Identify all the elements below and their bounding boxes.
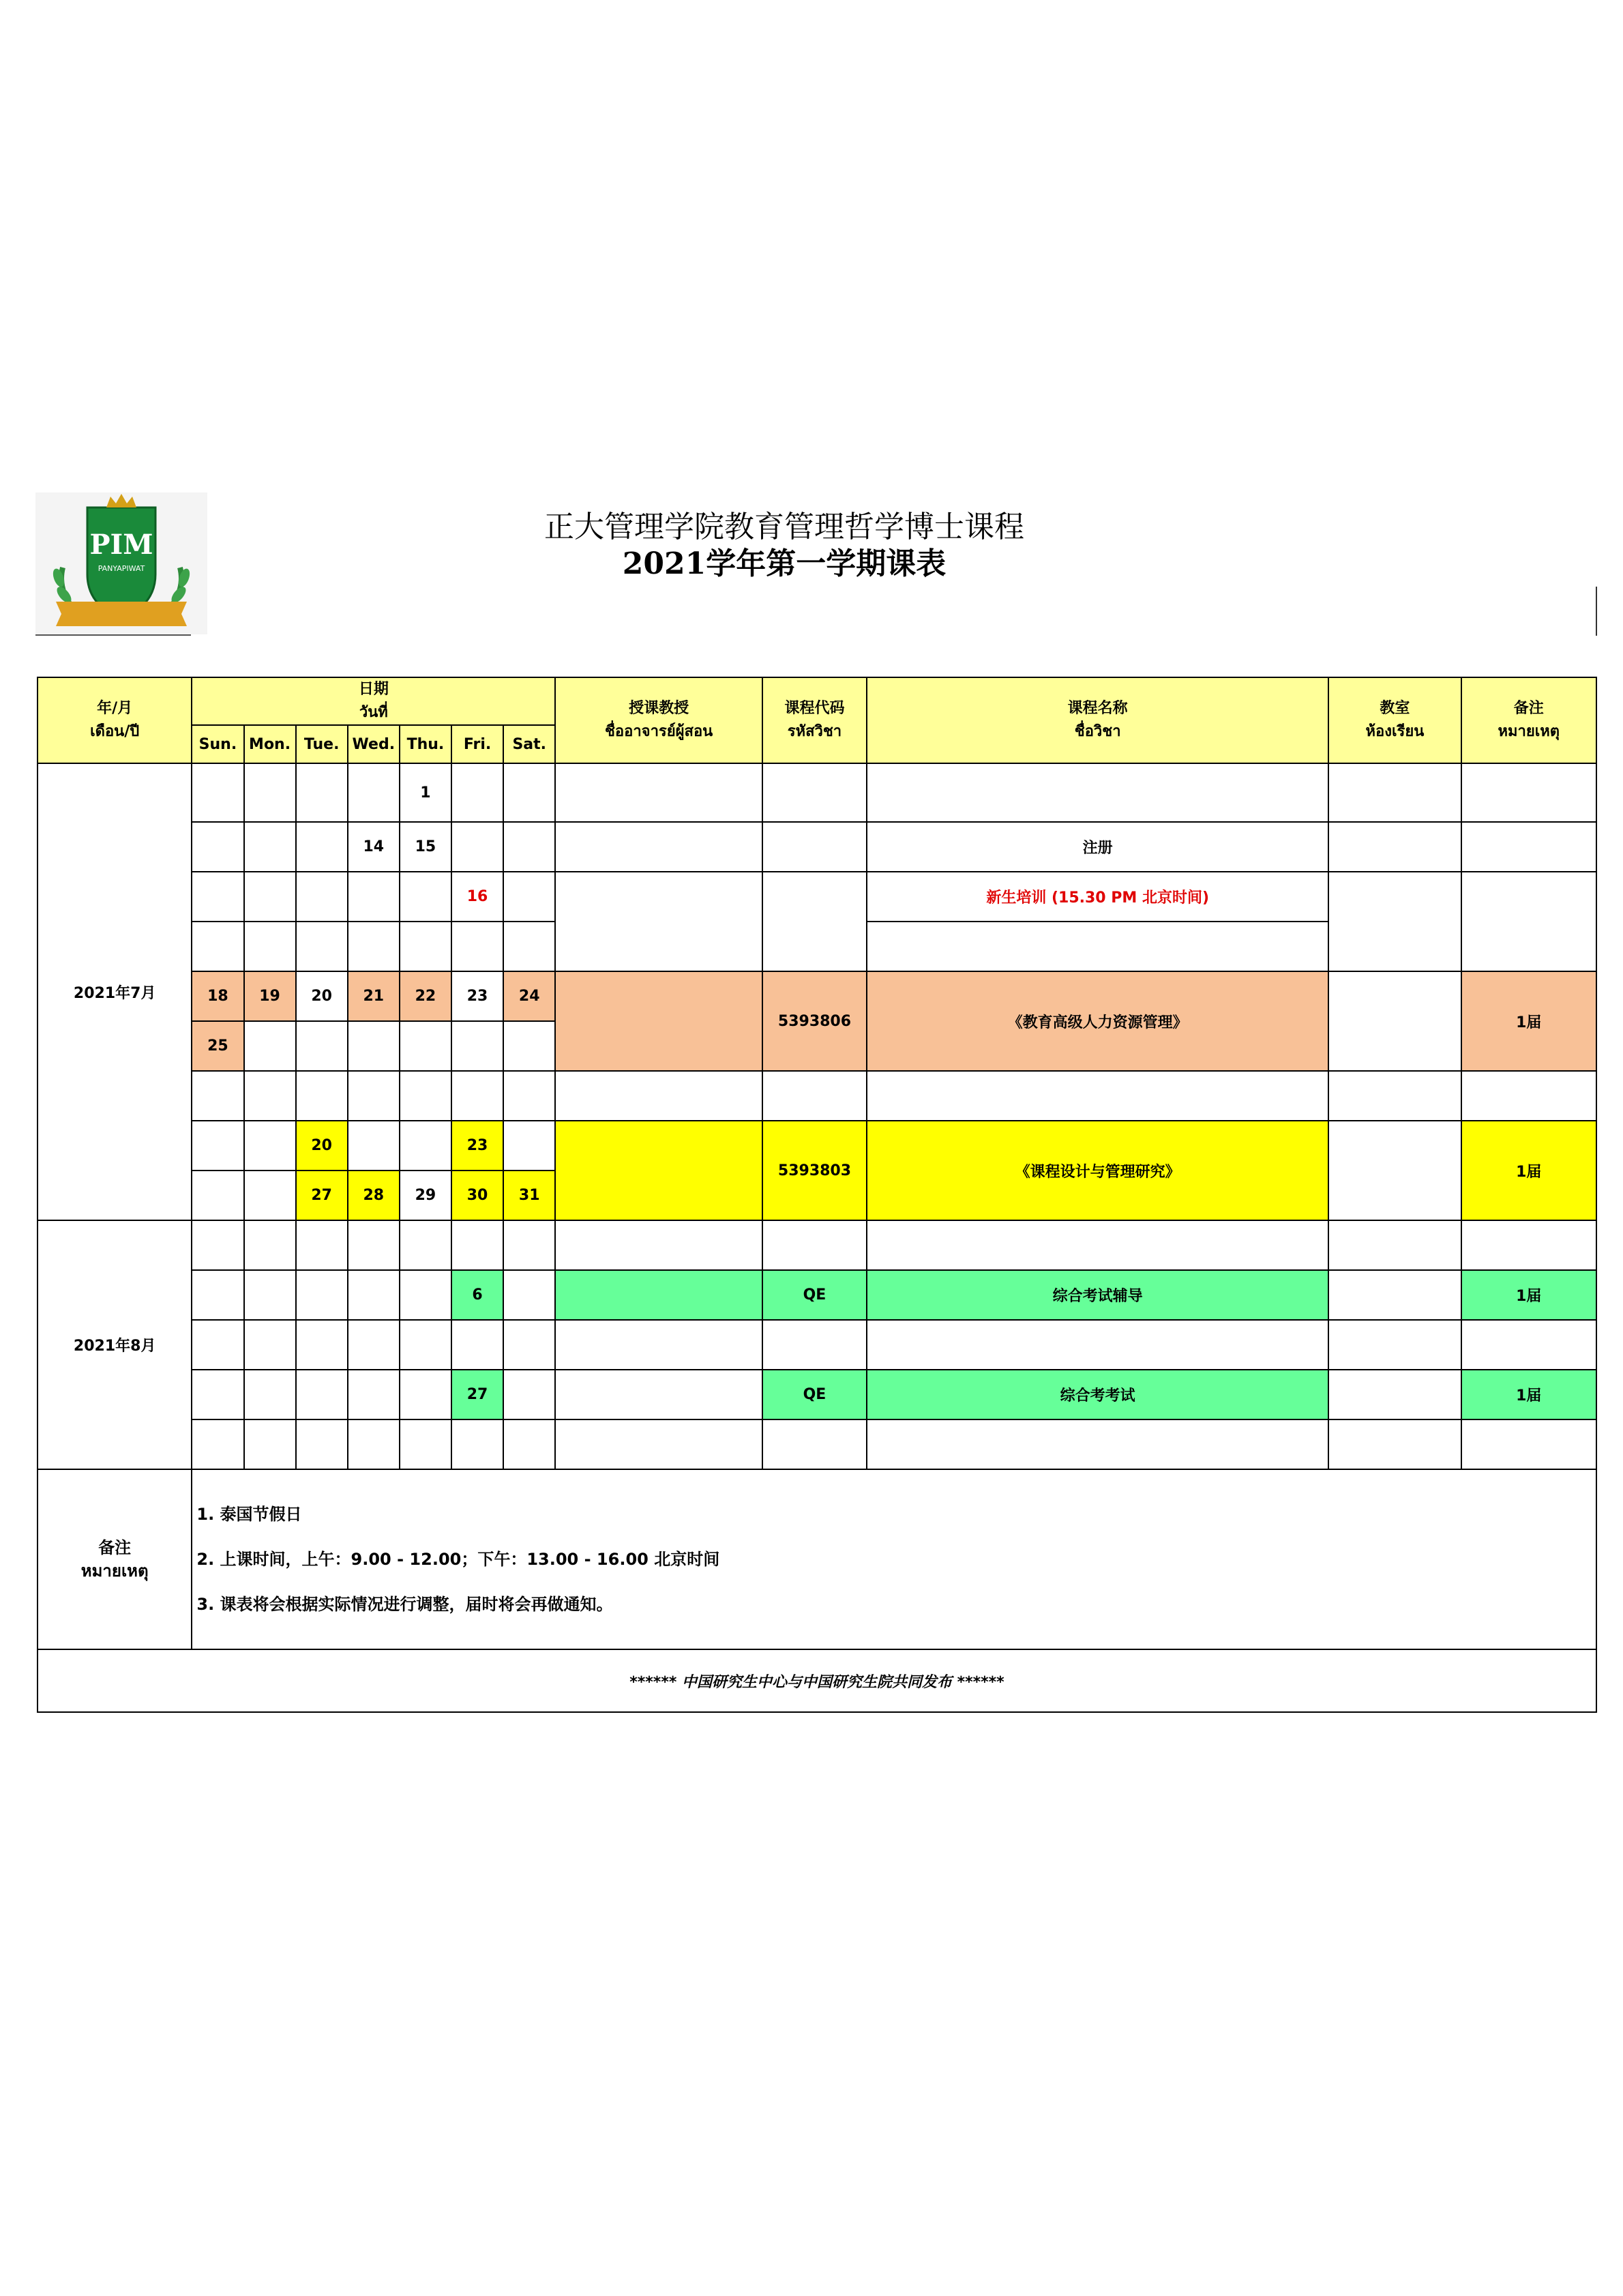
day-cell <box>503 822 555 872</box>
room-cell <box>1328 763 1461 822</box>
day-cell <box>348 922 400 971</box>
day-cell <box>400 1121 451 1171</box>
day-cell: 23 <box>451 971 503 1021</box>
course-name-cell <box>867 763 1328 822</box>
day-cell: 28 <box>348 1171 400 1220</box>
day-cell: 18 <box>192 971 243 1021</box>
day-cell <box>451 1071 503 1121</box>
day-cell <box>296 1419 348 1469</box>
day-cell: 31 <box>503 1171 555 1220</box>
svg-text:PIM: PIM <box>89 529 153 561</box>
day-cell <box>192 1320 243 1370</box>
publisher-footer: ****** 中国研究生中心与中国研究生院共同发布 ****** <box>38 1649 1596 1712</box>
header-right-rule <box>1596 587 1597 636</box>
note-cell <box>1461 1071 1596 1121</box>
day-cell <box>348 1121 400 1171</box>
teacher-cell <box>555 822 762 872</box>
day-cell <box>296 872 348 922</box>
table-row <box>38 822 1596 872</box>
teacher-cell <box>555 1320 762 1370</box>
day-cell <box>192 1270 243 1320</box>
table-header-row <box>38 677 1596 725</box>
day-cell <box>451 1419 503 1469</box>
teacher-cell <box>555 872 762 971</box>
day-cell <box>400 1071 451 1121</box>
day-cell <box>296 1370 348 1419</box>
day-cell <box>348 1220 400 1270</box>
day-cell <box>348 1021 400 1071</box>
day-cell: 22 <box>400 971 451 1021</box>
day-cell <box>244 1320 296 1370</box>
day-header-wed: Wed. <box>348 725 400 763</box>
day-cell <box>400 922 451 971</box>
day-cell <box>244 1021 296 1071</box>
col-header-room: 教室 ห้องเรียน <box>1328 677 1461 763</box>
code-cell <box>762 872 867 971</box>
day-cell <box>296 1220 348 1270</box>
day-cell <box>244 922 296 971</box>
day-cell <box>503 1370 555 1419</box>
day-cell <box>503 922 555 971</box>
table-row <box>38 1320 1596 1370</box>
room-cell <box>1328 1270 1461 1320</box>
day-cell <box>244 1071 296 1121</box>
day-cell <box>503 1270 555 1320</box>
day-header-tue: Tue. <box>296 725 348 763</box>
day-cell <box>192 763 243 822</box>
day-cell <box>348 1071 400 1121</box>
day-cell <box>400 1419 451 1469</box>
day-cell: 15 <box>400 822 451 872</box>
day-cell <box>244 1121 296 1171</box>
day-cell <box>244 872 296 922</box>
note-cell: 1届 <box>1461 1370 1596 1419</box>
day-cell <box>348 1370 400 1419</box>
code-cell: 5393803 <box>762 1121 867 1220</box>
day-cell: 30 <box>451 1171 503 1220</box>
day-cell <box>503 763 555 822</box>
room-cell <box>1328 1419 1461 1469</box>
note-cell <box>1461 872 1596 971</box>
teacher-cell <box>555 1419 762 1469</box>
day-cell <box>348 1419 400 1469</box>
notes-content <box>192 1469 1596 1649</box>
day-header-fri: Fri. <box>451 725 503 763</box>
day-cell <box>503 1419 555 1469</box>
page-title: 正大管理学院教育管理哲学博士课程 <box>544 510 1024 544</box>
table-row <box>38 1071 1596 1121</box>
footer-row <box>38 1649 1596 1712</box>
day-cell <box>296 922 348 971</box>
notes-row <box>38 1469 1596 1649</box>
code-cell: QE <box>762 1270 867 1320</box>
day-cell <box>192 872 243 922</box>
day-header-thu: Thu. <box>400 725 451 763</box>
day-cell <box>192 1121 243 1171</box>
room-cell <box>1328 1370 1461 1419</box>
code-cell <box>762 1220 867 1270</box>
svg-text:PANYAPIWAT: PANYAPIWAT <box>98 564 145 573</box>
room-cell <box>1328 1071 1461 1121</box>
teacher-cell <box>555 1220 762 1270</box>
day-cell <box>192 922 243 971</box>
teacher-cell <box>555 1270 762 1320</box>
room-cell <box>1328 872 1461 971</box>
course-name-cell <box>867 922 1328 971</box>
page-subtitle: 2021学年第一学期课表 <box>622 546 947 581</box>
month-label-july: 2021年7月 <box>38 763 192 1220</box>
course-name-cell: 《课程设计与管理研究》 <box>867 1121 1328 1220</box>
table-row <box>38 1220 1596 1270</box>
day-cell <box>244 822 296 872</box>
day-cell: 6 <box>451 1270 503 1320</box>
day-cell <box>348 872 400 922</box>
note-cell <box>1461 763 1596 822</box>
day-cell <box>400 872 451 922</box>
room-cell <box>1328 1320 1461 1370</box>
col-header-date: 日期 วันที่ <box>192 677 555 725</box>
day-cell <box>503 1220 555 1270</box>
day-cell <box>192 1171 243 1220</box>
day-cell: 27 <box>296 1171 348 1220</box>
day-cell <box>244 1220 296 1270</box>
day-cell: 19 <box>244 971 296 1021</box>
course-name-cell: 注册 <box>867 822 1328 872</box>
day-header-sun: Sun. <box>192 725 243 763</box>
teacher-cell <box>555 1121 762 1220</box>
col-header-note: 备注 หมายเหตุ <box>1461 677 1596 763</box>
day-header-mon: Mon. <box>244 725 296 763</box>
day-header-sat: Sat. <box>503 725 555 763</box>
day-cell <box>192 822 243 872</box>
day-cell <box>296 763 348 822</box>
course-name-cell <box>867 1071 1328 1121</box>
day-cell <box>296 1270 348 1320</box>
day-cell <box>348 1270 400 1320</box>
day-cell <box>400 1320 451 1370</box>
day-cell <box>296 1320 348 1370</box>
course-name-cell-orientation: 新生培训 (15.30 PM 北京时间) <box>867 872 1328 922</box>
day-cell <box>192 1419 243 1469</box>
day-cell <box>244 763 296 822</box>
logo-underline <box>35 634 191 636</box>
day-cell: 27 <box>451 1370 503 1419</box>
day-cell: 25 <box>192 1021 243 1071</box>
code-cell <box>762 822 867 872</box>
note-item: 1. 泰国节假日 <box>196 1505 302 1524</box>
day-cell <box>348 1320 400 1370</box>
note-cell: 1届 <box>1461 1270 1596 1320</box>
course-name-cell <box>867 1419 1328 1469</box>
day-cell <box>296 822 348 872</box>
table-row <box>38 971 1596 1021</box>
day-cell <box>244 1370 296 1419</box>
room-cell <box>1328 822 1461 872</box>
day-cell <box>451 763 503 822</box>
day-cell <box>400 1220 451 1270</box>
table-row <box>38 1270 1596 1320</box>
pim-logo <box>35 492 207 634</box>
day-cell <box>244 1270 296 1320</box>
note-item: 3. 课表将会根据实际情况进行调整，届时将会再做通知。 <box>196 1595 613 1614</box>
table-row <box>38 1419 1596 1469</box>
notes-label: 备注 หมายเหตุ <box>38 1469 192 1649</box>
day-cell <box>348 763 400 822</box>
day-cell <box>503 1320 555 1370</box>
course-name-cell <box>867 1220 1328 1270</box>
col-header-teacher: 授课教授 ชื่ออาจารย์ผู้สอน <box>555 677 762 763</box>
table-row <box>38 763 1596 822</box>
teacher-cell <box>555 971 762 1071</box>
day-cell <box>503 1071 555 1121</box>
day-cell <box>451 822 503 872</box>
day-cell: 20 <box>296 971 348 1021</box>
day-cell <box>296 1071 348 1121</box>
course-name-cell: 《教育高级人力资源管理》 <box>867 971 1328 1071</box>
day-cell: 20 <box>296 1121 348 1171</box>
note-cell: 1届 <box>1461 971 1596 1071</box>
col-header-code: 课程代码 รหัสวิชา <box>762 677 867 763</box>
day-cell-holiday: 16 <box>451 872 503 922</box>
day-cell <box>451 1320 503 1370</box>
teacher-cell <box>555 1370 762 1419</box>
code-cell <box>762 1419 867 1469</box>
note-cell <box>1461 822 1596 872</box>
day-cell <box>192 1220 243 1270</box>
day-cell: 14 <box>348 822 400 872</box>
code-cell <box>762 1320 867 1370</box>
code-cell <box>762 1071 867 1121</box>
schedule-table <box>37 677 1597 1713</box>
day-cell <box>503 872 555 922</box>
code-cell: 5393806 <box>762 971 867 1071</box>
note-item: 2. 上课时间，上午：9.00 - 12.00；下午：13.00 - 16.00 北京时间 <box>196 1550 720 1569</box>
course-name-cell: 综合考试辅导 <box>867 1270 1328 1320</box>
day-cell: 29 <box>400 1171 451 1220</box>
table-row <box>38 1121 1596 1171</box>
col-header-course-name: 课程名称 ชื่อวิชา <box>867 677 1328 763</box>
teacher-cell <box>555 1071 762 1121</box>
table-row <box>38 1370 1596 1419</box>
day-cell: 1 <box>400 763 451 822</box>
table-row <box>38 872 1596 922</box>
day-cell: 21 <box>348 971 400 1021</box>
course-name-cell <box>867 1320 1328 1370</box>
day-cell <box>503 1121 555 1171</box>
pim-crest-logo-icon <box>35 492 207 634</box>
col-header-yearmonth: 年/月 เดือน/ปี <box>38 677 192 763</box>
day-cell: 24 <box>503 971 555 1021</box>
room-cell <box>1328 971 1461 1071</box>
note-cell <box>1461 1320 1596 1370</box>
day-cell <box>503 1021 555 1071</box>
day-cell <box>244 1171 296 1220</box>
room-cell <box>1328 1121 1461 1220</box>
day-cell <box>400 1021 451 1071</box>
course-name-cell: 综合考考试 <box>867 1370 1328 1419</box>
day-cell <box>244 1419 296 1469</box>
day-cell: 23 <box>451 1121 503 1171</box>
code-cell: QE <box>762 1370 867 1419</box>
day-cell <box>192 1071 243 1121</box>
teacher-cell <box>555 763 762 822</box>
day-cell <box>451 1021 503 1071</box>
day-cell <box>192 1370 243 1419</box>
note-cell <box>1461 1419 1596 1469</box>
month-label-august: 2021年8月 <box>38 1220 192 1469</box>
day-cell <box>400 1370 451 1419</box>
note-cell <box>1461 1220 1596 1270</box>
code-cell <box>762 763 867 822</box>
day-cell <box>400 1270 451 1320</box>
day-cell <box>451 922 503 971</box>
room-cell <box>1328 1220 1461 1270</box>
note-cell: 1届 <box>1461 1121 1596 1220</box>
day-cell <box>451 1220 503 1270</box>
day-cell <box>296 1021 348 1071</box>
